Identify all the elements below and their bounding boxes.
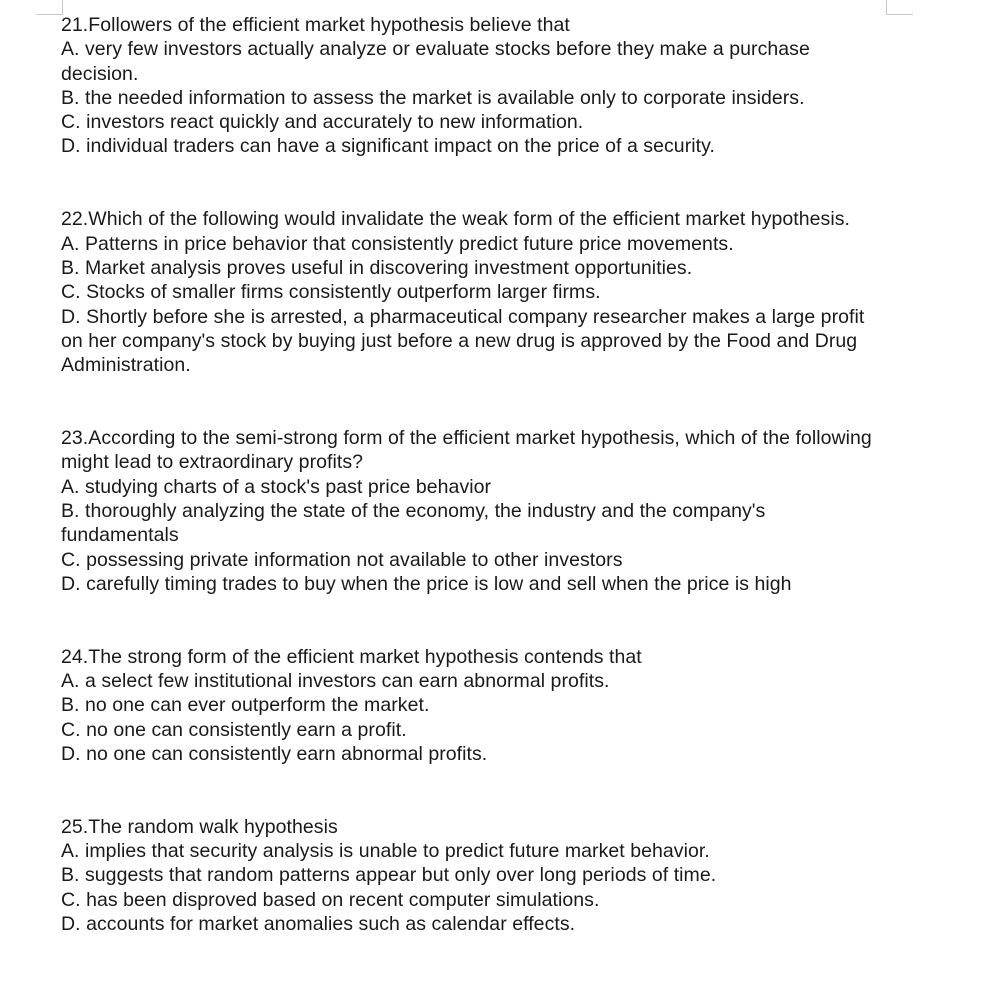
answer-option-c: C. no one can consistently earn a profit.	[61, 718, 407, 741]
question-25	[61, 815, 876, 936]
answer-option-a: A. very few investors actually analyze or evaluate stocks before they make a purchase decision.	[61, 38, 810, 85]
answer-option-d: D. individual traders can have a significant impact on the price of a security.	[61, 135, 715, 158]
question-22	[61, 207, 876, 377]
answer-option-d: D. accounts for market anomalies such as calendar effects.	[61, 912, 576, 935]
answer-option-b: B. the needed information to assess the market is available only to corporate insiders.	[61, 86, 805, 109]
page-corner-mark-left	[36, 0, 63, 15]
answer-option-c: C. possessing private information not available to other investors	[61, 548, 623, 571]
answer-option-a: A. Patterns in price behavior that consistently predict future price movements.	[61, 232, 734, 255]
answer-option-d: D. carefully timing trades to buy when the price is low and sell when the price is high	[61, 572, 792, 595]
question-21	[61, 13, 876, 159]
answer-option-d: D. Shortly before she is arrested, a pharmaceutical company researcher makes a large profit on her company's stock by buying just before a new drug is approved by the Food and Drug Administration.	[61, 305, 865, 377]
answer-option-c: C. investors react quickly and accurately to new information.	[61, 111, 584, 134]
question-stem: 24.The strong form of the efficient market hypothesis contends that	[61, 645, 642, 668]
answer-option-b: B. thoroughly analyzing the state of the economy, the industry and the company's fundamentals	[61, 499, 766, 547]
answer-option-d: D. no one can consistently earn abnormal profits.	[61, 742, 488, 765]
question-stem: 23.According to the semi-strong form of the efficient market hypothesis, which of the following might lead to extraordinary profits?	[61, 427, 872, 474]
answer-option-a: A. studying charts of a stock's past price behavior	[61, 475, 492, 498]
answer-option-b: B. suggests that random patterns appear but only over long periods of time.	[61, 864, 717, 887]
document-page	[61, 13, 876, 936]
question-stem: 21.Followers of the efficient market hypothesis believe that	[61, 14, 570, 36]
question-23	[61, 426, 876, 596]
question-stem: 25.The random walk hypothesis	[61, 815, 338, 838]
question-24	[61, 645, 876, 766]
answer-option-b: B. no one can ever outperform the market.	[61, 694, 430, 717]
answer-option-b: B. Market analysis proves useful in discovering investment opportunities.	[61, 256, 693, 279]
answer-option-a: A. implies that security analysis is unable to predict future market behavior.	[61, 840, 710, 863]
answer-option-a: A. a select few institutional investors can earn abnormal profits.	[61, 670, 610, 693]
answer-option-c: C. Stocks of smaller firms consistently outperform larger firms.	[61, 281, 601, 304]
answer-option-c: C. has been disproved based on recent computer simulations.	[61, 888, 600, 911]
page-corner-mark-right	[886, 0, 913, 15]
question-stem: 22.Which of the following would invalidate the weak form of the efficient market hypothesis.	[61, 208, 850, 231]
